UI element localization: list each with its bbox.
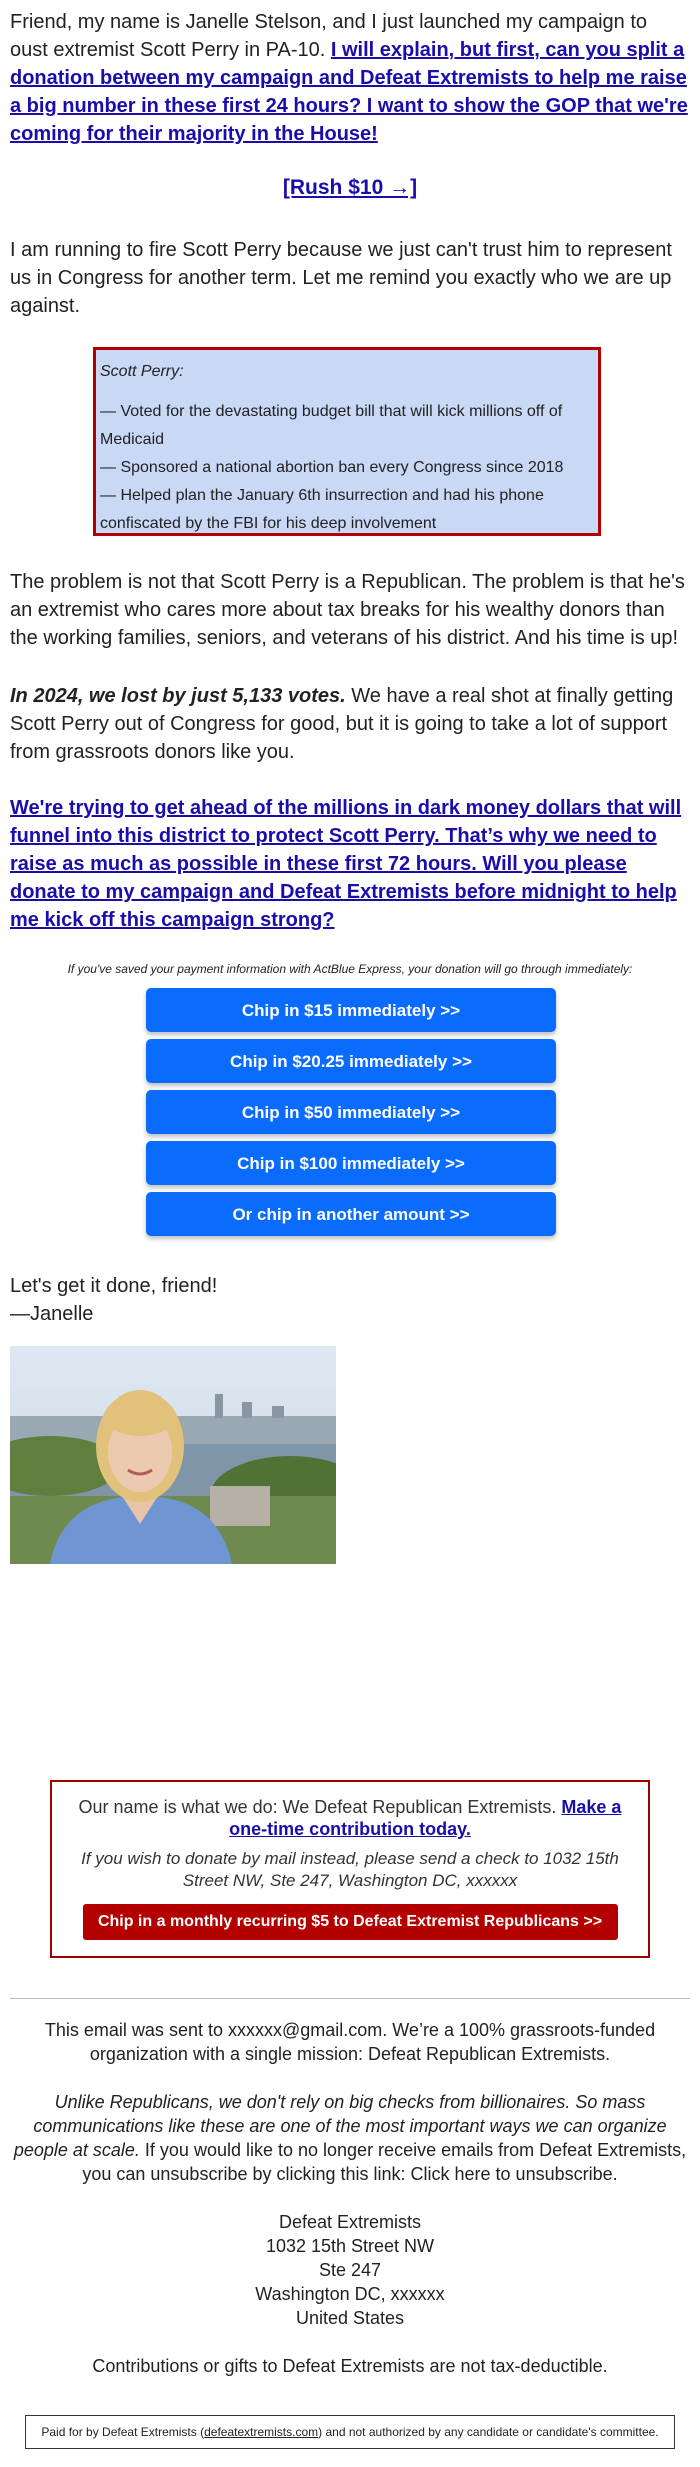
chip-15-button[interactable]: Chip in $15 immediately >>	[146, 988, 556, 1032]
mail-donation-text: If you wish to donate by mail instead, please send a check to 1032 15th Street NW, Ste 247, Washington DC, xxxxxx	[81, 1849, 619, 1890]
paid-before: Paid for by Defeat Extremists (	[41, 2425, 205, 2439]
intro-paragraph	[10, 8, 690, 148]
monthly-donation-card	[50, 1780, 650, 1958]
address-line: Washington DC, xxxxxx	[255, 2284, 445, 2304]
footer-address	[10, 2210, 690, 2330]
record-heading: Scott Perry:	[100, 363, 184, 380]
donate-buttons	[146, 988, 556, 1243]
problem-paragraph: The problem is not that Scott Perry is a Republican. The problem is that he's an extremist who cares more about tax breaks for his wealthy donors than the working families, seniors, and veterans of his district. And his time is up!	[10, 571, 685, 649]
rush-10-link[interactable]: [Rush $10 →]	[282, 176, 418, 199]
address-line: United States	[295, 2308, 405, 2328]
record-item: — Voted for the devastating budget bill that will kick millions off of Medicaid	[100, 403, 563, 448]
record-item: — Sponsored a national abortion ban every Congress since 2018	[100, 459, 564, 476]
one-time-contribution-link[interactable]: Make a one-time contribution today.	[229, 1797, 622, 1839]
dark-money-donate-link[interactable]: We're trying to get ahead of the millions in dark money dollars that will funnel into this district to protect Scott Perry. That’s why we need to raise as much as possible in these first 72 hours. Will you please donate to my campaign and Defeat Extremists before midnight to help me kick off this campaign strong?	[10, 797, 682, 931]
monthly-recurring-button[interactable]: Chip in a monthly recurring $5 to Defeat Extremist Republicans >>	[83, 1904, 618, 1940]
votes-paragraph	[10, 682, 690, 766]
intro-donate-link[interactable]: I will explain, but first, can you split a donation between my campaign and Defeat Extremists to help me raise a big number in these first 24 hours? I want to show the GOP that we're coming for their majority in the House!	[10, 39, 688, 145]
actblue-express-note: If you've saved your payment information with ActBlue Express, your donation will go through immediately:	[67, 962, 633, 976]
record-item: — Helped plan the January 6th insurrection and had his phone confiscated by the FBI for his deep involvement	[100, 487, 544, 532]
card-tagline: Our name is what we do: We Defeat Republican Extremists.	[78, 1797, 562, 1817]
paid-for-disclaimer	[25, 2415, 675, 2449]
footer-unsubscribe-text[interactable]: If you would like to no longer receive emails from Defeat Extremists, you can unsubscribe by clicking this link: Click here to unsubscribe.	[82, 2140, 687, 2184]
chip-other-amount-button[interactable]: Or chip in another amount >>	[146, 1192, 556, 1236]
address-line: Ste 247	[318, 2260, 382, 2280]
footer-divider	[10, 1998, 690, 1999]
card-text	[72, 1796, 628, 1840]
chip-50-button[interactable]: Chip in $50 immediately >>	[146, 1090, 556, 1134]
rush-container	[0, 176, 700, 200]
candidate-photo-image	[10, 1346, 336, 1564]
footer	[10, 2018, 690, 2378]
signoff-signature: —Janelle	[10, 1303, 94, 1325]
paid-after: ) and not authorized by any candidate or candidate's committee.	[318, 2425, 659, 2439]
footer-grassroots-text	[10, 2090, 690, 2186]
signoff-line: Let's get it done, friend!	[10, 1275, 218, 1297]
votes-bold: In 2024, we lost by just 5,133 votes.	[10, 685, 346, 707]
votes-rest: We have a real shot at finally getting Scott Perry out of Congress for good, but it is going to take a lot of support from grassroots donors like you.	[10, 685, 674, 763]
chip-100-button[interactable]: Chip in $100 immediately >>	[146, 1141, 556, 1185]
dark-money-paragraph	[10, 794, 690, 934]
running-paragraph: I am running to fire Scott Perry because we just can't trust him to represent us in Congress for another term. Let me remind you exactly who we are up against.	[10, 239, 672, 317]
intro-text: Friend, my name is Janelle Stelson, and I just launched my campaign to oust extremist Scott Perry in PA-10.	[10, 11, 647, 61]
footer-sent-text: This email was sent to xxxxxx@gmail.com. We’re a 100% grassroots-funded organization with a single mission: Defeat Republican Extremists.	[44, 2020, 656, 2064]
address-line: 1032 15th Street NW	[265, 2236, 435, 2256]
defeatextremists-link[interactable]: defeatextremists.com	[204, 2425, 319, 2439]
address-line: Defeat Extremists	[278, 2212, 422, 2232]
candidate-photo	[10, 1346, 336, 1564]
footer-tax-text: Contributions or gifts to Defeat Extremists are not tax-deductible.	[92, 2356, 608, 2376]
record-box	[93, 347, 601, 536]
chip-20-25-button[interactable]: Chip in $20.25 immediately >>	[146, 1039, 556, 1083]
footer-italic-text: Unlike Republicans, we don't rely on big checks from billionaires. So mass communications like these are one of the most important ways we can organize people at scale.	[13, 2092, 667, 2160]
signoff	[10, 1272, 690, 1328]
